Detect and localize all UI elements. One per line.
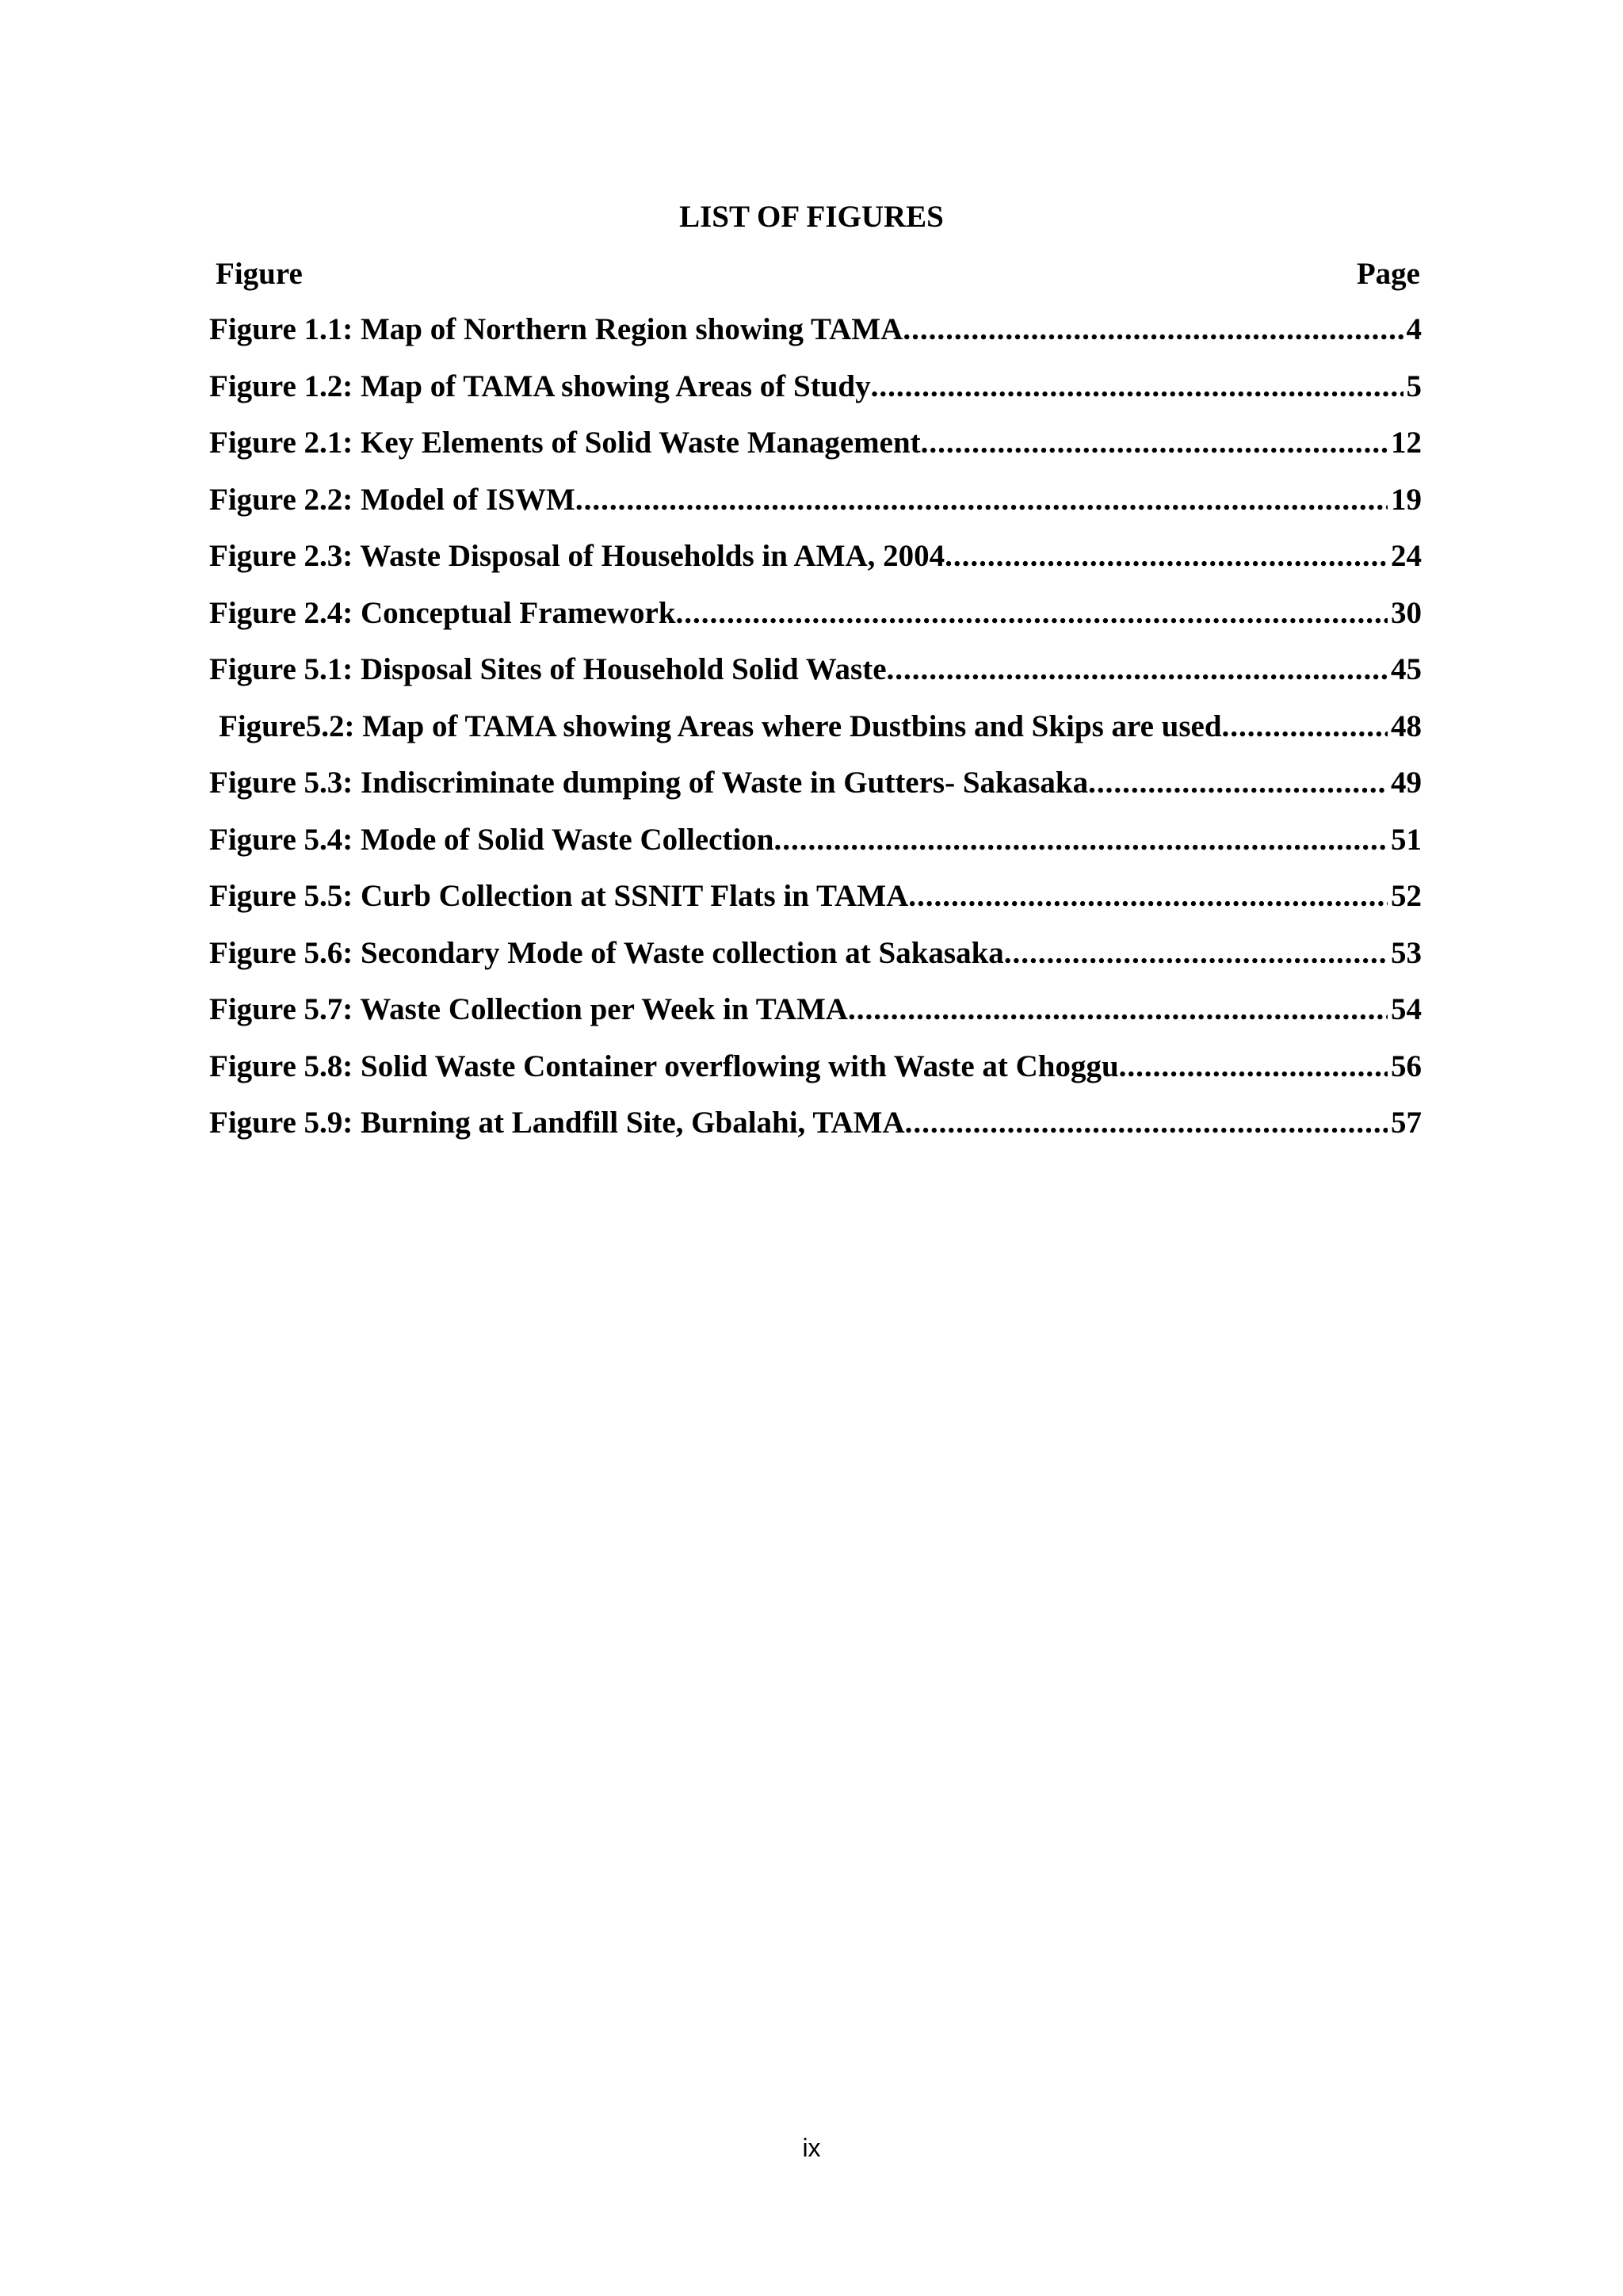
figure-entry-page: 48	[1391, 709, 1422, 743]
figure-entry-label: Figure 5.3: Indiscriminate dumping of Waste in Gutters- Sakasaka	[209, 766, 1089, 800]
dot-leader	[1004, 931, 1388, 976]
dot-leader	[905, 1101, 1388, 1145]
figure-entry-page: 56	[1391, 1049, 1422, 1083]
figure-entry-2-3[interactable]	[209, 534, 1422, 591]
figure-entry-page: 53	[1391, 935, 1422, 970]
figure-entry-page: 24	[1391, 539, 1422, 573]
figure-entry-page: 54	[1391, 992, 1422, 1026]
dot-leader	[903, 308, 1403, 352]
dot-leader	[921, 421, 1388, 465]
dot-leader	[676, 591, 1388, 636]
dot-leader	[848, 988, 1388, 1032]
figure-entry-page: 57	[1391, 1106, 1422, 1140]
dot-leader	[1119, 1045, 1388, 1089]
figure-entry-page: 51	[1391, 822, 1422, 857]
figure-entry-5-6[interactable]	[209, 931, 1422, 988]
figure-entry-label: Figure 5.9: Burning at Landfill Site, Gbalahi, TAMA	[209, 1106, 905, 1140]
figure-entry-label: Figure5.2: Map of TAMA showing Areas where Dustbins and Skips are used	[219, 709, 1222, 743]
figure-entry-5-5[interactable]	[209, 874, 1422, 931]
figure-entry-label: Figure 5.6: Secondary Mode of Waste collection at Sakasaka	[209, 935, 1004, 970]
figure-entry-label: Figure 2.2: Model of ISWM	[209, 482, 575, 517]
figure-entry-2-1[interactable]	[209, 421, 1422, 478]
figure-entry-label: Figure 5.7: Waste Collection per Week in TAMA	[209, 992, 848, 1026]
figure-entry-label: Figure 5.8: Solid Waste Container overflowing with Waste at Choggu	[209, 1049, 1119, 1083]
dot-leader	[1088, 761, 1388, 805]
figure-entry-label: Figure 5.1: Disposal Sites of Household Solid Waste	[209, 652, 887, 686]
figure-entry-page: 49	[1391, 766, 1422, 800]
figure-entry-page: 5	[1406, 369, 1422, 403]
figure-entry-page: 45	[1391, 652, 1422, 686]
figure-entry-label: Figure 2.3: Waste Disposal of Households in AMA, 2004	[209, 539, 945, 573]
figure-entry-5-9[interactable]	[209, 1101, 1422, 1158]
figure-entry-2-2[interactable]	[209, 478, 1422, 535]
dot-leader	[945, 534, 1388, 579]
figure-entry-5-4[interactable]	[209, 818, 1422, 875]
page-column-header: Page	[1356, 257, 1420, 291]
figure-entry-page: 52	[1391, 879, 1422, 913]
dot-leader	[871, 365, 1403, 409]
page-number: ix	[802, 2134, 821, 2162]
figure-entry-5-3[interactable]	[209, 761, 1422, 818]
figure-entry-page: 19	[1391, 482, 1422, 517]
figure-entry-page: 12	[1391, 426, 1422, 460]
figure-entry-page: 30	[1391, 595, 1422, 630]
figure-entry-label: Figure 1.1: Map of Northern Region showing TAMA	[209, 312, 903, 346]
figure-entry-page: 4	[1406, 312, 1422, 346]
figure-entry-label: Figure 1.2: Map of TAMA showing Areas of Study	[209, 369, 871, 403]
figure-entry-label: Figure 2.1: Key Elements of Solid Waste Management	[209, 426, 921, 460]
dot-leader	[1222, 705, 1388, 749]
figure-entry-5-2[interactable]	[209, 705, 1422, 762]
column-header-row	[216, 252, 1420, 296]
figure-entry-2-4[interactable]	[209, 591, 1422, 648]
figure-entry-1-1[interactable]	[209, 308, 1422, 365]
figure-entry-5-1[interactable]	[209, 648, 1422, 705]
dot-leader	[575, 478, 1388, 522]
figure-entry-1-2[interactable]	[209, 365, 1422, 422]
dot-leader	[773, 818, 1388, 862]
figure-entry-5-7[interactable]	[209, 988, 1422, 1045]
page-title: LIST OF FIGURES	[679, 200, 944, 234]
figure-entry-label: Figure 2.4: Conceptual Framework	[209, 595, 676, 630]
figure-column-header: Figure	[216, 257, 303, 291]
dot-leader	[887, 648, 1388, 692]
figure-entry-label: Figure 5.5: Curb Collection at SSNIT Flats in TAMA	[209, 879, 909, 913]
figure-list	[209, 308, 1422, 1158]
figure-entry-5-8[interactable]	[209, 1045, 1422, 1102]
dot-leader	[908, 874, 1388, 919]
figure-entry-label: Figure 5.4: Mode of Solid Waste Collection	[209, 822, 774, 857]
